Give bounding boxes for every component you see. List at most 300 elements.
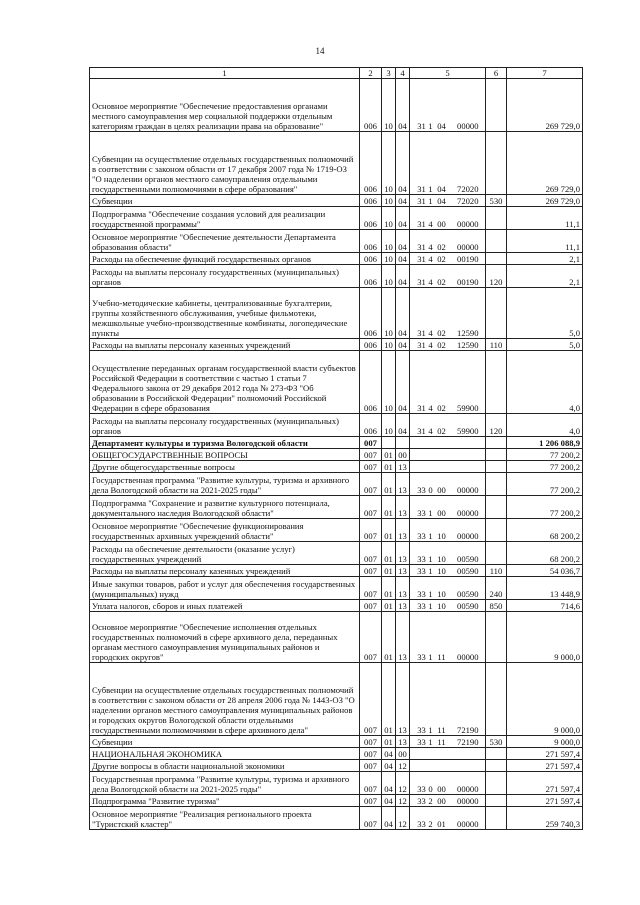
section-code: 01 [382,600,396,612]
target-article-code [410,772,486,795]
subsection-code: 04 [396,79,410,132]
amount: 1 206 088,9 [507,437,583,449]
target-article-part: 1 [428,196,433,206]
target-article-part: 72190 [457,725,479,735]
row-description: Департамент культуры и туризма Вологодской области [90,437,360,449]
target-article-part: 1 [428,554,433,564]
subsection-code: 13 [396,600,410,612]
ministry-code: 007 [360,807,382,830]
table-row [90,265,583,288]
amount: 9 000,0 [507,663,583,736]
section-code: 10 [382,207,396,230]
ministry-code: 006 [360,207,382,230]
expense-type-code: 120 [486,414,507,437]
subsection-code: 04 [396,230,410,253]
subsection-code: 00 [396,449,410,461]
header-cell: 3 [382,68,396,79]
expense-type-code [486,473,507,496]
target-article-code [410,807,486,830]
target-article-part: 10 [437,554,446,564]
target-article-part: 31 [417,328,426,338]
expense-type-code: 120 [486,265,507,288]
target-article-part: 33 [417,737,426,747]
row-description: Иные закупки товаров, работ и услуг для обеспечения государственных (муниципальных) нужд [90,577,360,600]
target-article-part: 00000 [457,242,479,252]
expense-type-code [486,663,507,736]
header-cell: 7 [507,68,583,79]
row-description: Основное мероприятие "Обеспечение деятельности Департамента образования области" [90,230,360,253]
section-code: 10 [382,79,396,132]
target-article-part: 2 [428,819,433,829]
expense-type-code [486,807,507,830]
target-article-part: 4 [428,219,433,229]
target-article-part: 1 [428,725,433,735]
table-row [90,79,583,132]
ministry-code: 007 [360,760,382,772]
target-article-part: 00190 [457,254,479,264]
target-article-code [410,496,486,519]
row-description: Подпрограмма "Развитие туризма" [90,795,360,807]
section-code [382,437,396,449]
subsection-code: 12 [396,795,410,807]
target-article-part: 4 [428,426,433,436]
amount: 4,0 [507,414,583,437]
section-code: 04 [382,748,396,760]
ministry-code: 007 [360,496,382,519]
amount: 9 000,0 [507,736,583,748]
ministry-code: 007 [360,437,382,449]
target-article-code [410,577,486,600]
subsection-code: 00 [396,748,410,760]
target-article-part: 31 [417,403,426,413]
target-article-part: 1 [428,652,433,662]
target-article-part: 02 [437,328,446,338]
row-description: Основное мероприятие "Обеспечение функционирования государственных архивных учреждений области" [90,519,360,542]
section-code: 10 [382,351,396,414]
table-row [90,496,583,519]
target-article-part: 4 [428,403,433,413]
target-article-code [410,600,486,612]
target-article-part: 01 [437,819,446,829]
section-code: 10 [382,132,396,195]
target-article-part: 72190 [457,737,479,747]
target-article-part: 31 [417,340,426,350]
target-article-part: 12590 [457,340,479,350]
section-code: 10 [382,288,396,339]
section-code: 01 [382,577,396,600]
subsection-code: 04 [396,207,410,230]
ministry-code: 007 [360,663,382,736]
target-article-part: 1 [428,531,433,541]
expense-type-code [486,748,507,760]
target-article-code [410,288,486,339]
target-article-part: 02 [437,403,446,413]
row-description: Государственная программа "Развитие культуры, туризма и архивного дела Вологодской области на 2021-2025 годы" [90,473,360,496]
section-code: 10 [382,253,396,265]
row-description: Основное мероприятие "Обеспечение предоставления органами местного самоуправления мер социальной поддержки отдельным категориям граждан в целях реализации права на образование" [90,79,360,132]
row-description: Расходы на выплаты персоналу казенных учреждений [90,339,360,351]
section-code: 04 [382,807,396,830]
amount: 11,1 [507,230,583,253]
amount: 54 036,7 [507,565,583,577]
section-code: 01 [382,542,396,565]
table-row [90,565,583,577]
target-article-code [410,612,486,663]
expense-type-code [486,519,507,542]
row-description: Осуществление переданных органам государственной власти субъектов Российской Федерации в соответствии с частью 1 статьи 7 Федерального закона от 29 декабря 2012 года № 273-ФЗ "Об образовании в Российской Федерации" полномочий Российской Федерации в сфере образования [90,351,360,414]
target-article-part: 33 [417,554,426,564]
subsection-code: 12 [396,772,410,795]
target-article-part: 04 [437,184,446,194]
table-row [90,195,583,207]
subsection-code: 13 [396,461,410,473]
amount: 271 597,4 [507,795,583,807]
header-cell: 6 [486,68,507,79]
table-row [90,519,583,542]
section-code: 10 [382,414,396,437]
target-article-part: 4 [428,254,433,264]
section-code: 04 [382,760,396,772]
table-row [90,132,583,195]
ministry-code: 007 [360,577,382,600]
expense-type-code [486,351,507,414]
subsection-code: 13 [396,542,410,565]
amount: 11,1 [507,207,583,230]
subsection-code: 04 [396,265,410,288]
target-article-part: 00000 [457,796,479,806]
header-cell: 1 [90,68,360,79]
target-article-code [410,760,486,772]
ministry-code: 007 [360,600,382,612]
expense-type-code [486,230,507,253]
target-article-part: 31 [417,184,426,194]
section-code: 04 [382,795,396,807]
table-row [90,748,583,760]
table-row [90,339,583,351]
row-description: Расходы на выплаты персоналу государственных (муниципальных) органов [90,265,360,288]
target-article-part: 11 [437,725,446,735]
target-article-part: 4 [428,340,433,350]
header-cell: 4 [396,68,410,79]
expense-type-code: 530 [486,195,507,207]
section-code: 04 [382,772,396,795]
target-article-part: 33 [417,508,426,518]
expense-type-code [486,461,507,473]
target-article-part: 2 [428,796,433,806]
table-row [90,449,583,461]
target-article-part: 33 [417,796,426,806]
target-article-part: 00000 [457,819,479,829]
target-article-part: 1 [428,121,433,131]
target-article-part: 4 [428,328,433,338]
subsection-code: 04 [396,351,410,414]
ministry-code: 007 [360,612,382,663]
row-description: Расходы на обеспечение деятельности (оказание услуг) государственных учреждений [90,542,360,565]
expense-type-code [486,612,507,663]
target-article-part: 00190 [457,277,479,287]
amount: 259 740,3 [507,807,583,830]
amount: 68 200,2 [507,542,583,565]
target-article-part: 00000 [457,784,479,794]
target-article-part: 33 [417,784,426,794]
subsection-code: 04 [396,288,410,339]
table-row [90,207,583,230]
table-row [90,760,583,772]
target-article-code [410,461,486,473]
target-article-part: 00 [437,485,446,495]
target-article-part: 72020 [457,184,479,194]
row-description: Другие вопросы в области национальной экономики [90,760,360,772]
target-article-part: 04 [437,121,446,131]
section-code: 01 [382,461,396,473]
target-article-part: 02 [437,426,446,436]
ministry-code: 006 [360,230,382,253]
ministry-code: 006 [360,351,382,414]
table-row [90,772,583,795]
subsection-code: 13 [396,565,410,577]
target-article-part: 12590 [457,328,479,338]
header-cell: 5 [410,68,486,79]
section-code: 01 [382,663,396,736]
target-article-part: 00590 [457,554,479,564]
row-description: Другие общегосударственные вопросы [90,461,360,473]
target-article-part: 00 [437,784,446,794]
target-article-code [410,736,486,748]
target-article-part: 33 [417,589,426,599]
target-article-part: 02 [437,340,446,350]
subsection-code: 04 [396,414,410,437]
target-article-part: 00000 [457,485,479,495]
target-article-code [410,265,486,288]
target-article-part: 00590 [457,601,479,611]
ministry-code: 007 [360,795,382,807]
target-article-part: 00590 [457,589,479,599]
subsection-code: 12 [396,807,410,830]
header-cell: 2 [360,68,382,79]
expense-type-code [486,760,507,772]
table-row [90,253,583,265]
table-header-row [90,68,583,79]
table-row [90,612,583,663]
target-article-part: 33 [417,601,426,611]
amount: 2,1 [507,253,583,265]
target-article-code [410,230,486,253]
amount: 269 729,0 [507,195,583,207]
target-article-part: 33 [417,531,426,541]
section-code: 01 [382,612,396,663]
row-description: Подпрограмма "Сохранение и развитие культурного потенциала, документального наследия Вологодской области" [90,496,360,519]
amount: 77 200,2 [507,449,583,461]
ministry-code: 006 [360,195,382,207]
target-article-part: 10 [437,589,446,599]
table-row [90,577,583,600]
target-article-code [410,132,486,195]
target-article-part: 02 [437,277,446,287]
ministry-code: 006 [360,339,382,351]
target-article-part: 0 [428,784,433,794]
subsection-code: 13 [396,663,410,736]
amount: 5,0 [507,339,583,351]
ministry-code: 007 [360,748,382,760]
table-row [90,807,583,830]
ministry-code: 006 [360,79,382,132]
target-article-code [410,195,486,207]
target-article-part: 31 [417,219,426,229]
subsection-code: 04 [396,195,410,207]
target-article-part: 00 [437,508,446,518]
section-code: 10 [382,265,396,288]
ministry-code: 006 [360,265,382,288]
target-article-code [410,473,486,496]
amount: 77 200,2 [507,496,583,519]
ministry-code: 007 [360,542,382,565]
target-article-part: 10 [437,601,446,611]
amount: 77 200,2 [507,461,583,473]
ministry-code: 007 [360,461,382,473]
subsection-code: 04 [396,132,410,195]
target-article-part: 31 [417,277,426,287]
subsection-code: 13 [396,473,410,496]
target-article-part: 1 [428,566,433,576]
target-article-code [410,437,486,449]
target-article-part: 1 [428,737,433,747]
ministry-code: 006 [360,414,382,437]
target-article-part: 02 [437,242,446,252]
ministry-code: 006 [360,288,382,339]
expense-type-code [486,496,507,519]
subsection-code: 13 [396,577,410,600]
expense-type-code [486,449,507,461]
ministry-code: 006 [360,253,382,265]
expense-type-code [486,132,507,195]
row-description: Основное мероприятие "Обеспечение исполнения отдельных государственных полномочий в сфере архивного дела, переданных органам местного самоуправления муниципальных районов и городских округов" [90,612,360,663]
target-article-code [410,79,486,132]
target-article-part: 33 [417,652,426,662]
row-description: Субвенции [90,195,360,207]
amount: 13 448,9 [507,577,583,600]
target-article-part: 33 [417,566,426,576]
target-article-part: 33 [417,725,426,735]
target-article-part: 1 [428,184,433,194]
target-article-code [410,207,486,230]
amount: 9 000,0 [507,612,583,663]
table-row [90,600,583,612]
row-description: Субвенции [90,736,360,748]
target-article-code [410,542,486,565]
target-article-part: 00590 [457,566,479,576]
target-article-part: 0 [428,485,433,495]
target-article-part: 11 [437,652,446,662]
section-code: 10 [382,339,396,351]
section-code: 01 [382,736,396,748]
amount: 269 729,0 [507,132,583,195]
table-row [90,542,583,565]
expense-type-code [486,542,507,565]
ministry-code: 006 [360,132,382,195]
row-description: НАЦИОНАЛЬНАЯ ЭКОНОМИКА [90,748,360,760]
table-row [90,736,583,748]
amount: 271 597,4 [507,760,583,772]
row-description: Учебно-методические кабинеты, централизованные бухгалтерии, группы хозяйственного обслуживания, учебные фильмотеки, межшкольные учебно-производственные комбинаты, логопедические пункты [90,288,360,339]
target-article-code [410,253,486,265]
section-code: 01 [382,519,396,542]
table-row [90,288,583,339]
ministry-code: 007 [360,473,382,496]
expense-type-code [486,207,507,230]
amount: 714,6 [507,600,583,612]
amount: 271 597,4 [507,748,583,760]
row-description: Основное мероприятие "Реализация регионального проекта "Туристский кластер" [90,807,360,830]
subsection-code: 04 [396,339,410,351]
subsection-code: 13 [396,519,410,542]
target-article-part: 04 [437,196,446,206]
target-article-part: 33 [417,485,426,495]
subsection-code: 13 [396,736,410,748]
amount: 5,0 [507,288,583,339]
table-row [90,663,583,736]
section-code: 10 [382,195,396,207]
target-article-part: 59900 [457,426,479,436]
subsection-code: 13 [396,496,410,519]
row-description: Государственная программа "Развитие культуры, туризма и архивного дела Вологодской области на 2021-2025 годы" [90,772,360,795]
target-article-part: 31 [417,242,426,252]
target-article-part: 11 [437,737,446,747]
target-article-part: 31 [417,196,426,206]
target-article-code [410,663,486,736]
target-article-part: 31 [417,426,426,436]
section-code: 01 [382,449,396,461]
target-article-code [410,519,486,542]
target-article-part: 10 [437,566,446,576]
target-article-part: 31 [417,254,426,264]
target-article-code [410,795,486,807]
row-description: Расходы на выплаты персоналу казенных учреждений [90,565,360,577]
section-code: 01 [382,473,396,496]
row-description: Подпрограмма "Обеспечение создания условий для реализации государственной программы" [90,207,360,230]
target-article-part: 4 [428,277,433,287]
row-description: Расходы на выплаты персоналу государственных (муниципальных) органов [90,414,360,437]
target-article-part: 72020 [457,196,479,206]
target-article-part: 59900 [457,403,479,413]
target-article-code [410,565,486,577]
table-row [90,795,583,807]
subsection-code: 13 [396,612,410,663]
expense-type-code [486,288,507,339]
target-article-part: 00000 [457,652,479,662]
target-article-part: 00 [437,219,446,229]
section-code: 01 [382,565,396,577]
target-article-code [410,449,486,461]
expense-type-code [486,772,507,795]
subsection-code: 04 [396,253,410,265]
target-article-part: 33 [417,819,426,829]
target-article-code [410,748,486,760]
target-article-part: 00000 [457,219,479,229]
target-article-part: 1 [428,508,433,518]
amount: 2,1 [507,265,583,288]
expense-type-code [486,79,507,132]
target-article-part: 00000 [457,508,479,518]
row-description: Расходы на обеспечение функций государственных органов [90,253,360,265]
expense-type-code: 110 [486,339,507,351]
amount: 271 597,4 [507,772,583,795]
target-article-part: 31 [417,121,426,131]
expense-type-code: 110 [486,565,507,577]
expense-type-code [486,795,507,807]
amount: 68 200,2 [507,519,583,542]
target-article-code [410,414,486,437]
expense-type-code [486,437,507,449]
